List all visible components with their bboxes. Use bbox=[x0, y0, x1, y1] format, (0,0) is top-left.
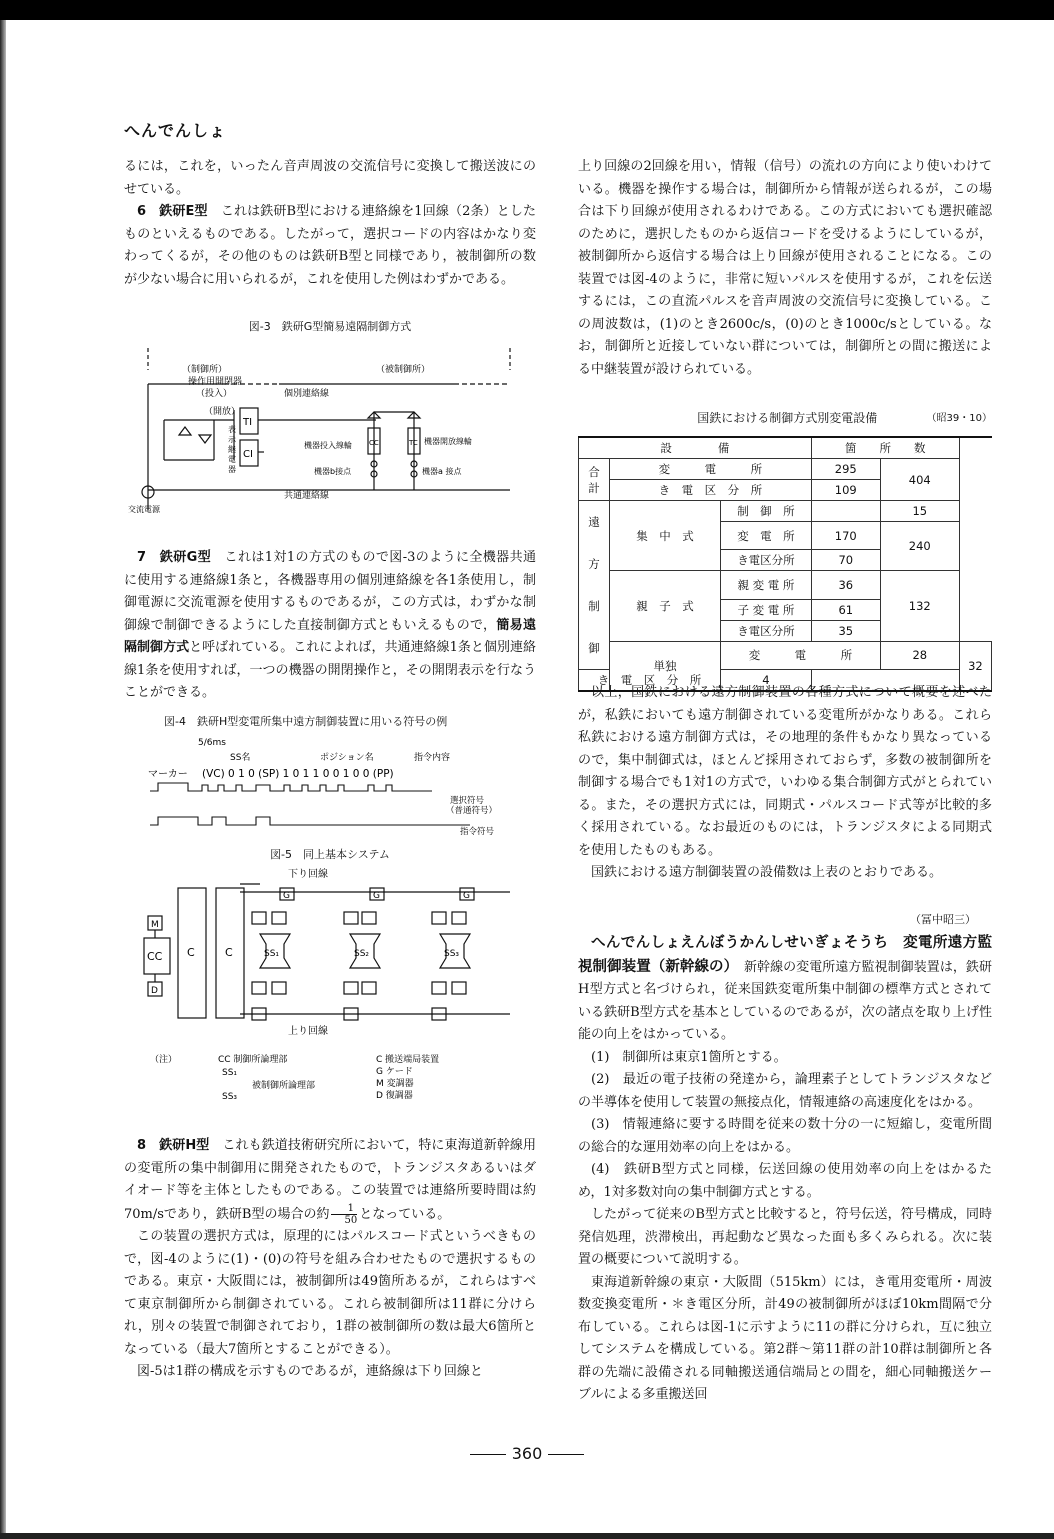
table-cell: 70 bbox=[811, 550, 880, 571]
fig3-tc: TC bbox=[409, 439, 418, 447]
table-header-row bbox=[579, 437, 992, 459]
fig4-code: (VC) 0 1 0 (SP) 1 0 1 1 0 0 1 0 0 (PP) bbox=[202, 768, 394, 780]
table-cell: 132 bbox=[880, 571, 959, 641]
author-signature: （冨中昭三） bbox=[910, 913, 976, 926]
right-column-top bbox=[578, 156, 992, 381]
left-column-top bbox=[124, 156, 536, 291]
fig3-ac-source: 交流電源 bbox=[128, 505, 160, 514]
figure-5-diagram bbox=[140, 864, 520, 1124]
table-cell bbox=[811, 501, 880, 522]
left-column-h bbox=[124, 1135, 536, 1384]
fig5-c-2: C bbox=[225, 946, 233, 959]
fig3-relay-4: 電 bbox=[228, 455, 236, 464]
table-cell: 61 bbox=[811, 599, 880, 620]
fig5-m-left: M bbox=[151, 920, 159, 930]
fig3-relay-2: 示 bbox=[228, 435, 236, 444]
table-subgroup-central: 集 中 式 bbox=[610, 501, 721, 571]
list-item: (2) 最近の電子技術の発達から，論理素子としてトランジスタなどの半導体を使用して装置の無接点化，情報連絡の高速度化をはかる。 bbox=[578, 1072, 992, 1110]
figure-3-diagram bbox=[124, 340, 536, 520]
table-caption bbox=[578, 409, 992, 426]
section-8-text-b: となっている。 bbox=[359, 1206, 451, 1222]
fig4-normal-code: （普通符号） bbox=[446, 806, 498, 816]
table-row bbox=[579, 501, 992, 522]
table-cell: 28 bbox=[880, 641, 959, 669]
fig5-g-3: G bbox=[463, 891, 470, 901]
fig3-off-coil: 機器開放線輪 bbox=[424, 437, 472, 446]
left-column-g bbox=[124, 547, 536, 705]
fig5-note-g: G ケード bbox=[376, 1067, 413, 1077]
fig3-switch-on: （投入） bbox=[196, 389, 233, 399]
table-cell: 35 bbox=[811, 620, 880, 641]
page-footer bbox=[0, 1444, 1054, 1463]
fig4-command-code: 指令符号 bbox=[460, 827, 495, 837]
fig3-on-coil: 機器投入線輪 bbox=[304, 441, 352, 450]
equipment-table bbox=[578, 436, 992, 692]
section-7-heading: 7 鉄研G型 bbox=[137, 550, 212, 565]
section-7-term: 簡易遠隔制御方式 bbox=[124, 617, 536, 655]
fig3-caption: 図-3 鉄研G型簡易遠隔制御方式 bbox=[248, 320, 412, 333]
fig5-note-head: （注） bbox=[150, 1055, 178, 1065]
fig5-note-d: D 復調器 bbox=[376, 1091, 413, 1101]
fig3-relay-1: 表 bbox=[228, 425, 236, 434]
table-cell: 32 bbox=[959, 641, 991, 691]
fig4-position: ポジション名 bbox=[320, 753, 374, 763]
scan-left-edge bbox=[0, 20, 6, 1539]
right-para-3: 国鉄における遠方制御装置の設備数は上表のとおりである。 bbox=[591, 865, 943, 880]
scan-top-border bbox=[0, 0, 1054, 20]
fig5-ss1: SS₁ bbox=[264, 949, 280, 959]
table-cell: 変 電 所 bbox=[721, 522, 812, 550]
table-cell: 変 電 所 bbox=[721, 641, 881, 669]
fig3-relay-3: 継 bbox=[228, 445, 236, 454]
fig5-c-1: C bbox=[187, 946, 195, 959]
fig5-note-ss: 被制御所論理部 bbox=[252, 1081, 316, 1091]
fig5-note-m: M 変調器 bbox=[376, 1079, 414, 1089]
fig5-note-cc: CC 制御所論理部 bbox=[218, 1055, 288, 1065]
table-cell: 15 bbox=[880, 501, 959, 522]
section-7-text-a: これは1対1の方式のもので図-3のように全機器共通に使用する連絡線1条と，各機器専用の個別連絡線を各1条使用し，制御電源に交流電源を使用するものであるが，この方式は，わずかな制御線で制御できるようにした直接制御方式ともいえるもので， bbox=[124, 550, 536, 633]
table-cell: 240 bbox=[880, 522, 959, 571]
fig3-switch-off: （開放） bbox=[204, 407, 241, 417]
fig3-common-line: 共通連絡線 bbox=[284, 491, 330, 501]
fig5-note-ss3: SS₃ bbox=[222, 1092, 238, 1102]
fig3-ctrl-label: （制御所） bbox=[182, 365, 228, 375]
list-item: (1) 制御所は東京1箇所とする。 bbox=[591, 1049, 787, 1065]
fig5-ss2: SS₂ bbox=[354, 949, 370, 959]
fig5-caption: 図-5 同上基本システム bbox=[270, 848, 390, 861]
section-8-para bbox=[124, 1135, 536, 1226]
fig3-ci: CI bbox=[243, 449, 253, 460]
fig3-relay-5: 器 bbox=[228, 465, 236, 474]
right-para-1: 上り回線の2回線を用い，情報（信号）の流れの方向により使いわけている。機器を操作する場合は，制御所から情報が送られるが，この場合は下り回線が使用されるわけである。この方式においても選択確認のために，選択したものから返信コードを受けるようにしているが，被制御所から返信する場合は上り回線が使用されることになる。この装置では図-4のように，非常に短いパルスを使用するが，これを伝送するには，この直流パルスを音声周波の交流信号に変換している。この周波数は，(1)のとき2600c/s，(0)のとき1000c/sとしている。なお，制御所と近接していない群については，制御所との間に搬送による中継装置が設けられている。 bbox=[578, 159, 992, 377]
figure-5 bbox=[140, 864, 520, 1128]
footer-rule-left bbox=[470, 1454, 506, 1455]
table-cell: 4 bbox=[721, 670, 812, 692]
fraction-numerator: 1 bbox=[331, 1203, 357, 1215]
section-8-text-a: これも鉄道技術研究所において，特に東海道新幹線用の変電所の集中制御用に開発されたもので，トランジスタあるいはダイオード等を主体としたものである。この装置では連絡所要時間は約70m/sであり，鉄研B型の場合の約 bbox=[124, 1138, 536, 1222]
scan-bottom-edge bbox=[0, 1533, 1054, 1539]
fig5-up-line: 上り回線 bbox=[288, 1026, 328, 1037]
section-7-text-b: と呼ばれている。これによれば，共通連絡線1条と個別連絡線1条を使用すれば，一つの機器の開閉操作と，その開閉表示を行なうことができる。 bbox=[124, 640, 536, 700]
fig5-g-1: G bbox=[283, 891, 290, 901]
table-group-remote: 遠方制御 bbox=[579, 501, 610, 670]
section-6-text: これは鉄研B型における連絡線を1回線（2条）としたものといえるものである。したがって，選択コードの内容はかなり変わってくるが，その他のものは鉄研B型と同様であり，被制御所の数が少ない場合に用いられるが，これを使用した例はわずかである。 bbox=[124, 204, 536, 287]
fig4-timing: 5/6ms bbox=[198, 738, 226, 748]
table-group-total: 合計 bbox=[579, 459, 610, 501]
entry-heading: へんでんしょえんぼうかんしせいぎょそうち 変電所遠方監視制御装置（新幹線の） bbox=[578, 935, 992, 975]
section-7-para bbox=[124, 547, 536, 705]
table-row bbox=[579, 641, 992, 669]
table-row bbox=[579, 571, 992, 599]
table-cell: 制 御 所 bbox=[721, 501, 812, 522]
fig5-d-left: D bbox=[151, 986, 158, 996]
table-date-note: （昭39・10） bbox=[926, 413, 992, 424]
left-para-1: るには，これを，いったん音声周波の交流信号に変換して搬送波にのせている。 bbox=[124, 159, 536, 197]
fig3-b-contact: 機器b接点 bbox=[314, 467, 352, 476]
table-cell: 変 電 所 bbox=[610, 459, 812, 480]
footer-rule-right bbox=[548, 1454, 584, 1455]
table-cell: き電区分所 bbox=[721, 620, 812, 641]
fig4-ss-name: SS名 bbox=[230, 753, 251, 763]
fig5-down-line: 下り回線 bbox=[288, 869, 328, 880]
table-row bbox=[579, 459, 992, 480]
table-cell: 親 変 電 所 bbox=[721, 571, 812, 599]
list-item: (4) 鉄研B型方式と同様，伝送回線の使用効率の向上をはかるため，1対多数対向の集中制御方式とする。 bbox=[578, 1162, 992, 1200]
table-cell: 109 bbox=[811, 480, 880, 501]
page-number: 360 bbox=[511, 1444, 543, 1463]
fig3-remote-label: （被制御所） bbox=[376, 365, 431, 375]
fig5-note-c: C 搬送端局装置 bbox=[376, 1055, 440, 1065]
right-column-bottom bbox=[578, 932, 992, 1407]
list-item: (3) 情報連絡に要する時間を従来の数十分の一に短縮し，変電所間の総合的な運用効率の向上をはかる。 bbox=[578, 1117, 992, 1155]
right-column-mid bbox=[578, 682, 992, 885]
table-cell: 404 bbox=[880, 459, 959, 501]
fig4-command: 指令内容 bbox=[414, 753, 451, 763]
fraction-denominator: 50 bbox=[344, 1214, 358, 1226]
table-header-equipment: 設 備 bbox=[579, 437, 812, 459]
fig3-switch-label: 操作用開閉器 bbox=[188, 377, 243, 387]
fig4-caption: 図-4 鉄研H型変電所集中遠方制御装置に用いる符号の例 bbox=[164, 715, 448, 728]
running-header: へんでんしょ bbox=[124, 121, 227, 140]
table-header-count: 箇 所 数 bbox=[811, 437, 959, 459]
table-cell: 36 bbox=[811, 571, 880, 599]
figure-4 bbox=[140, 733, 530, 842]
table-title: 国鉄における制御方式別変電設備 bbox=[697, 411, 878, 425]
entry-text: 新幹線の変電所遠方監視制御装置は，鉄研H型方式と名づけられ，従来国鉄変電所集中制御の標準方式とされている鉄研B型方式を基本としているのであるが，次の諸点を取り上げ性能の向上をはかっている。 bbox=[578, 959, 992, 1042]
right-para-5: したがって従来のB型方式と比較すると，符号伝送，符号構成，同時発信処理，渋滞検出，再起動など異なった面も多くみられる。次に装置の概要について説明する。 bbox=[578, 1207, 992, 1267]
section-6-heading: 6 鉄研E型 bbox=[137, 204, 208, 219]
table-cell: 295 bbox=[811, 459, 880, 480]
fig3-cc: CC bbox=[369, 439, 379, 447]
fig5-ss3: SS₃ bbox=[444, 949, 460, 959]
right-para-2: 以上，国鉄における遠方制御装置の各種方式について概要を述べたが，私鉄においても遠方制御されている変電所がかなりある。これら私鉄における遠方制御方式は，その地理的条件もかなり異なっているので，集中制御式は，ほとんど採用されておらず，多数の被制御所を制御する場合でも1対1の方式で，いわゆる集合制御方式がとられている。また，その選択方式には，同期式・パルスコード式等が比較的多く採用されている。なお最近のものには，トランジスタによる同期式を使用したものもある。 bbox=[578, 685, 992, 858]
table-cell: 子 変 電 所 bbox=[721, 599, 812, 620]
table-cell: き 電 区 分 所 bbox=[579, 670, 721, 692]
entry-para bbox=[578, 932, 992, 1047]
table-cell: き電区分所 bbox=[721, 550, 812, 571]
left-para-5: この装置の選択方式は，原理的にはパルスコード式というべきもので，図-4のように(1)・(0)の符号を組み合わせたもので選択するものである。東京・大阪間には，被制御所は49箇所あるが，これらはすべて東京制御所から制御されている。これら被制御所は11群に分けられ，別々の装置で制御されており，1群の被制御所の数は最大6箇所となっている（最大7箇所とすることができる）。 bbox=[124, 1229, 536, 1357]
fig5-cc: CC bbox=[147, 950, 163, 963]
left-para-6: 図-5は1群の構成を示すものであるが，連絡線は下り回線と bbox=[137, 1364, 483, 1379]
fig4-marker: マーカー bbox=[148, 769, 188, 780]
table-cell: 170 bbox=[811, 522, 880, 550]
left-para-2 bbox=[124, 201, 536, 291]
figure-4-diagram bbox=[140, 733, 530, 838]
fig5-g-2: G bbox=[373, 891, 380, 901]
fig3-individual-line: 個別連絡線 bbox=[284, 389, 330, 399]
fig3-a-contact: 機器a 接点 bbox=[422, 467, 462, 476]
right-para-6: 東海道新幹線の東京・大阪間（515km）には，き電用変電所・周波数変換変電所・＊き電区分所，計49の被制御所がほぼ10km間隔で分布している。これらは図-1に示すように11の群に分けられ，互に独立してシステムを構成している。第2群～第11群の計10群は制御所と各群の先端に設備される同軸搬送通信端局との間を，細心同軸搬送ケーブルによる多重搬送回 bbox=[578, 1274, 992, 1402]
table-subgroup-parent-child: 親 子 式 bbox=[610, 571, 721, 641]
fig4-selection-code: 選択符号 bbox=[450, 796, 485, 806]
section-8-heading: 8 鉄研H型 bbox=[137, 1138, 210, 1153]
fig3-ti: TI bbox=[243, 417, 253, 428]
table-group-single: 単独 bbox=[610, 641, 721, 691]
table-cell: き 電 区 分 所 bbox=[610, 480, 812, 501]
fraction bbox=[331, 1203, 357, 1226]
fig5-note-ss1: SS₁ bbox=[222, 1068, 238, 1078]
figure-3 bbox=[124, 340, 536, 524]
